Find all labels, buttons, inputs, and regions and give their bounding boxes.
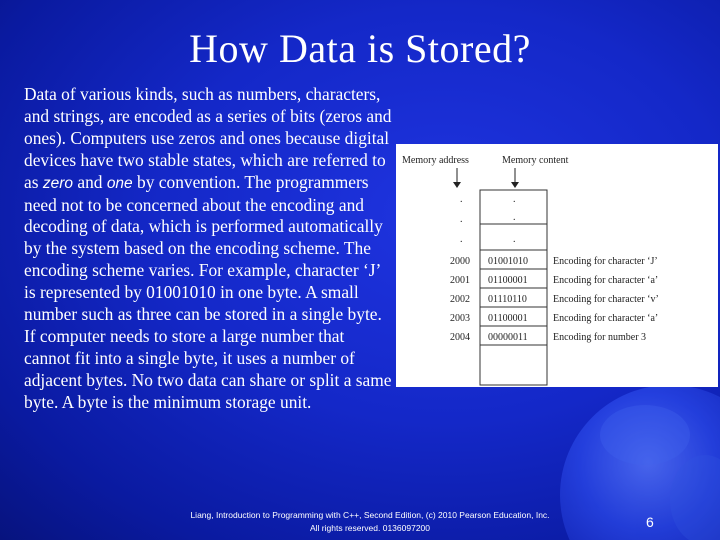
row-content: 01100001	[488, 313, 528, 324]
row-content: 01110110	[488, 294, 527, 305]
memory-address-header: Memory address	[402, 155, 469, 166]
row-content: 01001010	[488, 256, 528, 267]
slide-title: How Data is Stored?	[189, 26, 531, 71]
memory-row	[450, 294, 659, 305]
row-address: 2004	[450, 332, 470, 343]
body-part-3: by convention. The programmers need not to be concerned about the encoding and decoding of data, which is performed automatically by the system based on the encoding scheme. The encoding scheme varies. For example, character ‘J’ is represented by 01001010 in one byte. A small number such as three can be stored in a single byte. If computer needs to store a large number that cannot fit into a single byte, it uses a number of adjacent bytes. No two data can share or split a same byte. A byte is the minimum storage unit.	[24, 171, 392, 412]
content-dot: .	[513, 234, 516, 245]
memory-row	[450, 332, 646, 343]
footer-citation	[120, 509, 620, 535]
memory-row	[450, 275, 658, 286]
row-address: 2001	[450, 275, 470, 286]
row-address: 2002	[450, 294, 470, 305]
content-dot: .	[513, 194, 516, 205]
slide-body-text	[24, 84, 394, 414]
memory-row	[450, 313, 658, 324]
address-dot: .	[460, 214, 463, 225]
memory-row	[450, 256, 658, 267]
address-arrow-icon	[453, 168, 461, 188]
address-dot: .	[460, 194, 463, 205]
body-zero: zero	[42, 174, 73, 192]
page-number: 6	[646, 514, 654, 530]
body-part-1: Data of various kinds, such as numbers, characters, and strings, are encoded as a series of bits (zeros and ones). Computers use zeros and ones because digital devices have two stable states, which are referred to as	[24, 84, 392, 192]
row-note: Encoding for character ‘a’	[553, 313, 659, 324]
content-dot: .	[513, 212, 516, 223]
row-address: 2003	[450, 313, 470, 324]
content-arrow-icon	[511, 168, 519, 188]
row-note: Encoding for character ‘J’	[553, 256, 658, 267]
body-part-2: and	[73, 171, 107, 192]
row-note: Encoding for character ‘a’	[553, 275, 659, 286]
row-content: 00000011	[488, 332, 528, 343]
footer-line-1: Liang, Introduction to Programming with C++, Second Edition, (c) 2010 Pearson Education, Inc.	[190, 510, 550, 520]
row-note: Encoding for number 3	[553, 332, 647, 343]
address-dot: .	[460, 234, 463, 245]
memory-content-header: Memory content	[502, 155, 569, 166]
body-one: one	[106, 174, 133, 192]
memory-figure	[396, 144, 718, 387]
row-address: 2000	[450, 256, 470, 267]
row-content: 01100001	[488, 275, 528, 286]
footer-line-2: All rights reserved. 0136097200	[309, 523, 431, 533]
memory-diagram	[396, 144, 718, 387]
row-note: Encoding for character ‘v’	[553, 294, 659, 305]
